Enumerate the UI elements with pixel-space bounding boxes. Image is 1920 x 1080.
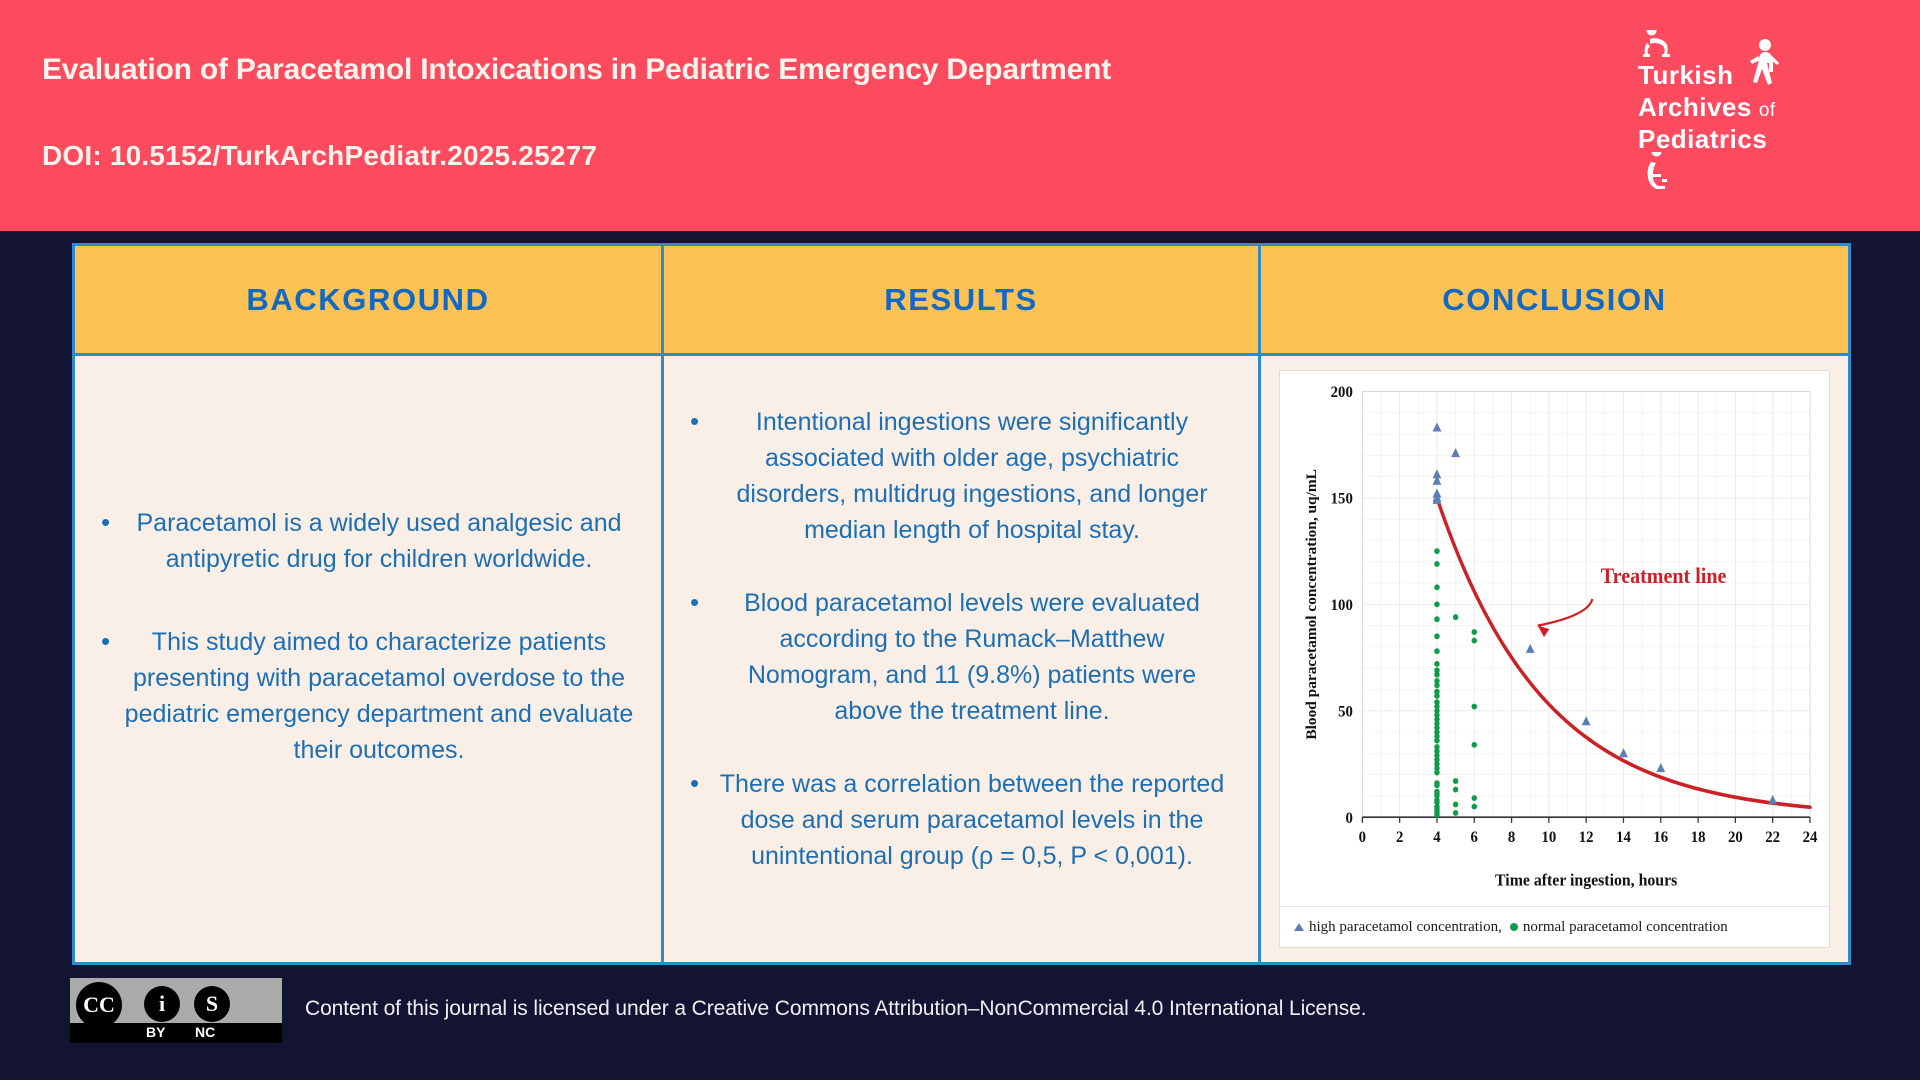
svg-text:24: 24	[1802, 828, 1818, 847]
logo-line-archives-of	[1638, 92, 1776, 123]
cc-noncommercial-icon: S	[194, 986, 230, 1022]
legend-item-normal	[1510, 919, 1728, 936]
column-header-conclusion: CONCLUSION	[1261, 246, 1848, 356]
legend-label-high: high paracetamol concentration,	[1309, 918, 1502, 935]
svg-text:4: 4	[1433, 828, 1441, 847]
license-text: Content of this journal is licensed under a Creative Commons Attribution–NonCommercial 4.0 International License.	[305, 997, 1367, 1020]
chart-plot-area	[1280, 371, 1829, 906]
logo-line-pediatrics: Pediatrics	[1638, 124, 1768, 154]
page-title: Evaluation of Paracetamol Intoxications in Pediatric Emergency Department	[42, 53, 1112, 86]
table-header-row	[75, 246, 1848, 356]
svg-text:50: 50	[1338, 702, 1353, 721]
doi-text: DOI: 10.5152/TurkArchPediatr.2025.25277	[42, 140, 598, 171]
cc-by-label: BY	[146, 1024, 166, 1040]
triangle-marker-icon	[1294, 923, 1304, 931]
header-band	[0, 0, 1920, 231]
poster-table	[72, 243, 1851, 965]
svg-text:Blood paracetamol concentratio: Blood paracetamol concentration, uq/mL	[1304, 469, 1320, 740]
svg-text:16: 16	[1653, 828, 1669, 847]
list-item: • Blood paracetamol levels were evaluated according to the Rumack–Matthew Nomogram, and 11 (9.8%) patients were above the treatment line.	[682, 586, 1240, 729]
list-item: • Intentional ingestions were significantly associated with older age, psychiatric disorders, multidrug ingestions, and longer median length of hospital stay.	[682, 405, 1240, 548]
svg-text:12: 12	[1578, 828, 1594, 847]
legend-label-normal: normal paracetamol concentration	[1522, 918, 1728, 935]
journal-logo	[1620, 24, 1860, 204]
logo-line-turkish: Turkish	[1638, 60, 1734, 90]
svg-text:100: 100	[1330, 596, 1353, 615]
walking-child-icon	[1746, 38, 1780, 100]
column-body-conclusion	[1261, 356, 1848, 962]
background-bullet-list	[93, 506, 643, 817]
results-bullet-list	[682, 405, 1240, 912]
list-item: • This study aimed to characterize patients presenting with paracetamol overdose to the pediatric emergency department and evaluate their outcomes.	[93, 625, 643, 768]
nomogram-chart-figure	[1279, 370, 1830, 948]
svg-text:8: 8	[1507, 828, 1516, 847]
column-body-results	[664, 356, 1261, 962]
svg-text:20: 20	[1728, 828, 1743, 847]
svg-text:2: 2	[1395, 828, 1404, 847]
svg-text:150: 150	[1330, 490, 1353, 508]
creative-commons-badge-icon	[70, 978, 282, 1043]
svg-text:Time after ingestion, hours: Time after ingestion, hours	[1495, 869, 1678, 890]
logo-archives-word: Archives	[1638, 92, 1752, 122]
column-header-results: RESULTS	[664, 246, 1261, 356]
logo-of-word: of	[1758, 100, 1776, 121]
chart-legend	[1280, 906, 1829, 947]
legend-item-high	[1294, 919, 1502, 936]
svg-text:200: 200	[1330, 383, 1353, 402]
column-header-background: BACKGROUND	[75, 246, 664, 356]
svg-text:14: 14	[1616, 828, 1631, 847]
circle-marker-icon	[1510, 923, 1518, 931]
svg-text:6: 6	[1470, 828, 1478, 847]
crawling-baby-icon	[1638, 30, 1674, 60]
cc-attribution-icon: i	[144, 986, 180, 1022]
svg-text:0: 0	[1345, 809, 1353, 828]
footer-area	[0, 965, 1920, 1080]
list-item: • Paracetamol is a widely used analgesic and antipyretic drug for children worldwide.	[93, 506, 643, 578]
table-body-row	[75, 356, 1848, 962]
svg-text:0: 0	[1358, 828, 1367, 847]
svg-text:18: 18	[1690, 828, 1706, 847]
sitting-baby-icon	[1640, 152, 1674, 192]
svg-text:10: 10	[1541, 828, 1557, 847]
cc-nc-label: NC	[195, 1024, 216, 1040]
column-body-background	[75, 356, 664, 962]
scatter-plot-svg	[1280, 371, 1829, 906]
svg-text:22: 22	[1765, 828, 1781, 847]
svg-text:Treatment line: Treatment line	[1600, 563, 1727, 589]
cc-logo-icon: CC	[76, 982, 122, 1028]
list-item: • There was a correlation between the reported dose and serum paracetamol levels in the unintentional group (ρ = 0,5, P < 0,001).	[682, 767, 1240, 874]
